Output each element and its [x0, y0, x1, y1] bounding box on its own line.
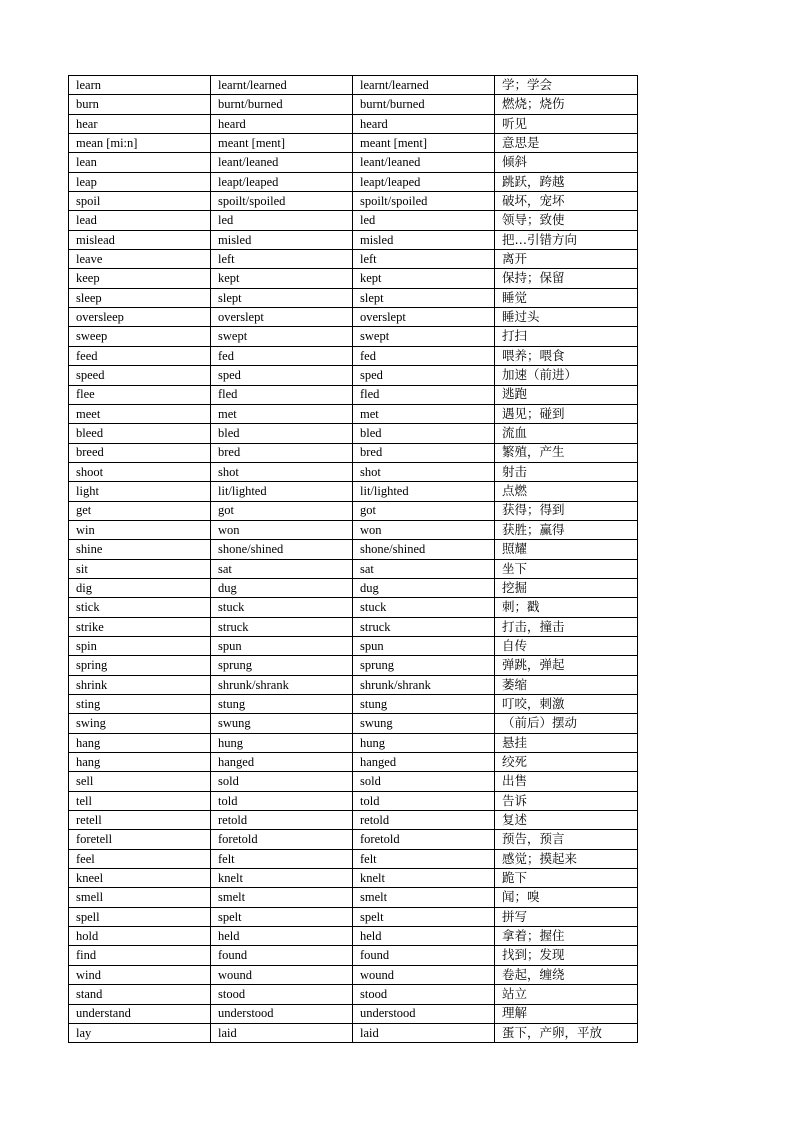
table-row	[69, 578, 638, 597]
past-participle-cell: slept	[353, 288, 495, 307]
table-row	[69, 695, 638, 714]
past-tense-cell: slept	[211, 288, 353, 307]
past-tense-cell: shone/shined	[211, 540, 353, 559]
past-participle-cell: stood	[353, 985, 495, 1004]
meaning-cell: 点燃	[495, 482, 638, 501]
base-form-cell: shrink	[69, 675, 211, 694]
base-form-cell: sting	[69, 695, 211, 714]
meaning-cell: 蛋下，产卵，平放	[495, 1023, 638, 1042]
past-participle-cell: retold	[353, 811, 495, 830]
table-row	[69, 230, 638, 249]
table-row	[69, 907, 638, 926]
base-form-cell: hold	[69, 927, 211, 946]
meaning-cell: 把…引错方向	[495, 230, 638, 249]
past-participle-cell: left	[353, 250, 495, 269]
past-tense-cell: understood	[211, 1004, 353, 1023]
past-participle-cell: swung	[353, 714, 495, 733]
past-participle-cell: wound	[353, 965, 495, 984]
past-tense-cell: misled	[211, 230, 353, 249]
base-form-cell: sell	[69, 772, 211, 791]
table-row	[69, 520, 638, 539]
past-tense-cell: hung	[211, 733, 353, 752]
meaning-cell: 预告，预言	[495, 830, 638, 849]
past-participle-cell: hung	[353, 733, 495, 752]
base-form-cell: sleep	[69, 288, 211, 307]
meaning-cell: 睡觉	[495, 288, 638, 307]
past-tense-cell: swung	[211, 714, 353, 733]
table-row	[69, 849, 638, 868]
past-tense-cell: got	[211, 501, 353, 520]
past-tense-cell: wound	[211, 965, 353, 984]
base-form-cell: shoot	[69, 462, 211, 481]
base-form-cell: meet	[69, 404, 211, 423]
meaning-cell: 打击，撞击	[495, 617, 638, 636]
past-participle-cell: swept	[353, 327, 495, 346]
meaning-cell: （前后）摆动	[495, 714, 638, 733]
past-participle-cell: misled	[353, 230, 495, 249]
meaning-cell: 流血	[495, 424, 638, 443]
meaning-cell: 叮咬，刺激	[495, 695, 638, 714]
table-row	[69, 772, 638, 791]
past-participle-cell: sped	[353, 366, 495, 385]
table-row	[69, 598, 638, 617]
table-row	[69, 656, 638, 675]
past-participle-cell: shot	[353, 462, 495, 481]
past-tense-cell: led	[211, 211, 353, 230]
meaning-cell: 跪下	[495, 869, 638, 888]
base-form-cell: retell	[69, 811, 211, 830]
meaning-cell: 加速（前进）	[495, 366, 638, 385]
table-row	[69, 114, 638, 133]
meaning-cell: 繁殖，产生	[495, 443, 638, 462]
base-form-cell: swing	[69, 714, 211, 733]
meaning-cell: 听见	[495, 114, 638, 133]
past-tense-cell: bred	[211, 443, 353, 462]
past-tense-cell: burnt/burned	[211, 95, 353, 114]
meaning-cell: 照耀	[495, 540, 638, 559]
base-form-cell: sit	[69, 559, 211, 578]
past-tense-cell: dug	[211, 578, 353, 597]
base-form-cell: foretell	[69, 830, 211, 849]
table-row	[69, 888, 638, 907]
past-tense-cell: left	[211, 250, 353, 269]
base-form-cell: hang	[69, 733, 211, 752]
base-form-cell: win	[69, 520, 211, 539]
past-tense-cell: struck	[211, 617, 353, 636]
table-row	[69, 153, 638, 172]
past-participle-cell: shrunk/shrank	[353, 675, 495, 694]
table-row	[69, 95, 638, 114]
past-participle-cell: shone/shined	[353, 540, 495, 559]
base-form-cell: leave	[69, 250, 211, 269]
past-tense-cell: sprung	[211, 656, 353, 675]
table-row	[69, 308, 638, 327]
table-row	[69, 404, 638, 423]
base-form-cell: oversleep	[69, 308, 211, 327]
meaning-cell: 坐下	[495, 559, 638, 578]
past-participle-cell: overslept	[353, 308, 495, 327]
past-participle-cell: understood	[353, 1004, 495, 1023]
meaning-cell: 站立	[495, 985, 638, 1004]
meaning-cell: 悬挂	[495, 733, 638, 752]
meaning-cell: 拼写	[495, 907, 638, 926]
base-form-cell: breed	[69, 443, 211, 462]
past-participle-cell: smelt	[353, 888, 495, 907]
base-form-cell: bleed	[69, 424, 211, 443]
past-participle-cell: sprung	[353, 656, 495, 675]
past-participle-cell: lit/lighted	[353, 482, 495, 501]
past-tense-cell: laid	[211, 1023, 353, 1042]
table-row	[69, 501, 638, 520]
past-participle-cell: bled	[353, 424, 495, 443]
table-row	[69, 172, 638, 191]
past-tense-cell: told	[211, 791, 353, 810]
past-tense-cell: sold	[211, 772, 353, 791]
table-row	[69, 385, 638, 404]
base-form-cell: feed	[69, 346, 211, 365]
meaning-cell: 萎缩	[495, 675, 638, 694]
past-participle-cell: spoilt/spoiled	[353, 192, 495, 211]
table-row	[69, 733, 638, 752]
past-participle-cell: won	[353, 520, 495, 539]
meaning-cell: 保持；保留	[495, 269, 638, 288]
past-tense-cell: smelt	[211, 888, 353, 907]
meaning-cell: 跳跃，跨越	[495, 172, 638, 191]
base-form-cell: tell	[69, 791, 211, 810]
meaning-cell: 遇见；碰到	[495, 404, 638, 423]
past-participle-cell: meant [ment]	[353, 134, 495, 153]
past-participle-cell: heard	[353, 114, 495, 133]
base-form-cell: spell	[69, 907, 211, 926]
past-tense-cell: stood	[211, 985, 353, 1004]
past-tense-cell: spun	[211, 636, 353, 655]
past-participle-cell: foretold	[353, 830, 495, 849]
past-tense-cell: kept	[211, 269, 353, 288]
past-tense-cell: sat	[211, 559, 353, 578]
past-participle-cell: kept	[353, 269, 495, 288]
meaning-cell: 拿着；握住	[495, 927, 638, 946]
base-form-cell: spoil	[69, 192, 211, 211]
past-participle-cell: bred	[353, 443, 495, 462]
past-tense-cell: learnt/learned	[211, 76, 353, 95]
past-tense-cell: found	[211, 946, 353, 965]
past-tense-cell: meant [ment]	[211, 134, 353, 153]
past-participle-cell: held	[353, 927, 495, 946]
table-row	[69, 76, 638, 95]
table-row	[69, 791, 638, 810]
past-participle-cell: felt	[353, 849, 495, 868]
base-form-cell: keep	[69, 269, 211, 288]
table-row	[69, 250, 638, 269]
past-participle-cell: leapt/leaped	[353, 172, 495, 191]
base-form-cell: lead	[69, 211, 211, 230]
meaning-cell: 感觉；摸起来	[495, 849, 638, 868]
base-form-cell: mislead	[69, 230, 211, 249]
table-row	[69, 540, 638, 559]
meaning-cell: 逃跑	[495, 385, 638, 404]
base-form-cell: learn	[69, 76, 211, 95]
base-form-cell: dig	[69, 578, 211, 597]
table-row	[69, 617, 638, 636]
base-form-cell: spring	[69, 656, 211, 675]
past-tense-cell: overslept	[211, 308, 353, 327]
meaning-cell: 打扫	[495, 327, 638, 346]
table-row	[69, 211, 638, 230]
past-participle-cell: got	[353, 501, 495, 520]
base-form-cell: sweep	[69, 327, 211, 346]
base-form-cell: find	[69, 946, 211, 965]
meaning-cell: 燃烧；烧伤	[495, 95, 638, 114]
past-participle-cell: told	[353, 791, 495, 810]
base-form-cell: wind	[69, 965, 211, 984]
meaning-cell: 领导；致使	[495, 211, 638, 230]
table-row	[69, 346, 638, 365]
meaning-cell: 睡过头	[495, 308, 638, 327]
past-tense-cell: won	[211, 520, 353, 539]
past-participle-cell: sold	[353, 772, 495, 791]
past-participle-cell: hanged	[353, 753, 495, 772]
past-tense-cell: sped	[211, 366, 353, 385]
table-row	[69, 327, 638, 346]
past-tense-cell: knelt	[211, 869, 353, 888]
base-form-cell: light	[69, 482, 211, 501]
past-participle-cell: leant/leaned	[353, 153, 495, 172]
table-row	[69, 946, 638, 965]
past-tense-cell: swept	[211, 327, 353, 346]
table-row	[69, 424, 638, 443]
past-participle-cell: spelt	[353, 907, 495, 926]
meaning-cell: 自传	[495, 636, 638, 655]
meaning-cell: 倾斜	[495, 153, 638, 172]
base-form-cell: kneel	[69, 869, 211, 888]
past-participle-cell: fed	[353, 346, 495, 365]
table-row	[69, 869, 638, 888]
past-tense-cell: foretold	[211, 830, 353, 849]
meaning-cell: 找到；发现	[495, 946, 638, 965]
meaning-cell: 破坏，宠坏	[495, 192, 638, 211]
base-form-cell: flee	[69, 385, 211, 404]
table-row	[69, 482, 638, 501]
past-tense-cell: fed	[211, 346, 353, 365]
past-participle-cell: knelt	[353, 869, 495, 888]
meaning-cell: 获胜；赢得	[495, 520, 638, 539]
table-row	[69, 192, 638, 211]
meaning-cell: 获得；得到	[495, 501, 638, 520]
table-row	[69, 927, 638, 946]
past-tense-cell: held	[211, 927, 353, 946]
base-form-cell: hang	[69, 753, 211, 772]
meaning-cell: 复述	[495, 811, 638, 830]
table-row	[69, 675, 638, 694]
past-participle-cell: laid	[353, 1023, 495, 1042]
meaning-cell: 弹跳，弹起	[495, 656, 638, 675]
past-tense-cell: stung	[211, 695, 353, 714]
past-participle-cell: struck	[353, 617, 495, 636]
table-row	[69, 134, 638, 153]
past-tense-cell: retold	[211, 811, 353, 830]
meaning-cell: 理解	[495, 1004, 638, 1023]
base-form-cell: mean [mi:n]	[69, 134, 211, 153]
past-participle-cell: learnt/learned	[353, 76, 495, 95]
meaning-cell: 绞死	[495, 753, 638, 772]
meaning-cell: 喂养；喂食	[495, 346, 638, 365]
base-form-cell: leap	[69, 172, 211, 191]
base-form-cell: strike	[69, 617, 211, 636]
table-row	[69, 1004, 638, 1023]
past-participle-cell: stuck	[353, 598, 495, 617]
past-tense-cell: shrunk/shrank	[211, 675, 353, 694]
past-tense-cell: spelt	[211, 907, 353, 926]
table-row	[69, 443, 638, 462]
irregular-verbs-table	[68, 75, 638, 1043]
base-form-cell: lean	[69, 153, 211, 172]
base-form-cell: get	[69, 501, 211, 520]
table-row	[69, 830, 638, 849]
meaning-cell: 学；学会	[495, 76, 638, 95]
base-form-cell: spin	[69, 636, 211, 655]
past-tense-cell: lit/lighted	[211, 482, 353, 501]
past-participle-cell: spun	[353, 636, 495, 655]
past-tense-cell: heard	[211, 114, 353, 133]
meaning-cell: 出售	[495, 772, 638, 791]
meaning-cell: 意思是	[495, 134, 638, 153]
meaning-cell: 卷起，缠绕	[495, 965, 638, 984]
table-row	[69, 269, 638, 288]
meaning-cell: 离开	[495, 250, 638, 269]
past-participle-cell: led	[353, 211, 495, 230]
meaning-cell: 告诉	[495, 791, 638, 810]
table-row	[69, 753, 638, 772]
base-form-cell: stand	[69, 985, 211, 1004]
past-tense-cell: felt	[211, 849, 353, 868]
base-form-cell: speed	[69, 366, 211, 385]
table-body	[69, 76, 638, 1043]
table-row	[69, 462, 638, 481]
past-tense-cell: shot	[211, 462, 353, 481]
past-tense-cell: leapt/leaped	[211, 172, 353, 191]
table-row	[69, 366, 638, 385]
base-form-cell: burn	[69, 95, 211, 114]
base-form-cell: stick	[69, 598, 211, 617]
past-participle-cell: met	[353, 404, 495, 423]
table-row	[69, 714, 638, 733]
base-form-cell: feel	[69, 849, 211, 868]
base-form-cell: lay	[69, 1023, 211, 1042]
past-tense-cell: met	[211, 404, 353, 423]
past-tense-cell: fled	[211, 385, 353, 404]
table-row	[69, 965, 638, 984]
base-form-cell: smell	[69, 888, 211, 907]
meaning-cell: 闻；嗅	[495, 888, 638, 907]
meaning-cell: 射击	[495, 462, 638, 481]
past-participle-cell: burnt/burned	[353, 95, 495, 114]
table-row	[69, 559, 638, 578]
past-participle-cell: dug	[353, 578, 495, 597]
past-participle-cell: stung	[353, 695, 495, 714]
past-tense-cell: bled	[211, 424, 353, 443]
past-participle-cell: sat	[353, 559, 495, 578]
past-tense-cell: stuck	[211, 598, 353, 617]
past-tense-cell: spoilt/spoiled	[211, 192, 353, 211]
meaning-cell: 刺；戳	[495, 598, 638, 617]
base-form-cell: shine	[69, 540, 211, 559]
table-row	[69, 811, 638, 830]
meaning-cell: 挖掘	[495, 578, 638, 597]
past-participle-cell: found	[353, 946, 495, 965]
past-tense-cell: hanged	[211, 753, 353, 772]
base-form-cell: understand	[69, 1004, 211, 1023]
past-tense-cell: leant/leaned	[211, 153, 353, 172]
table-row	[69, 1023, 638, 1042]
base-form-cell: hear	[69, 114, 211, 133]
table-row	[69, 985, 638, 1004]
table-row	[69, 288, 638, 307]
past-participle-cell: fled	[353, 385, 495, 404]
table-row	[69, 636, 638, 655]
